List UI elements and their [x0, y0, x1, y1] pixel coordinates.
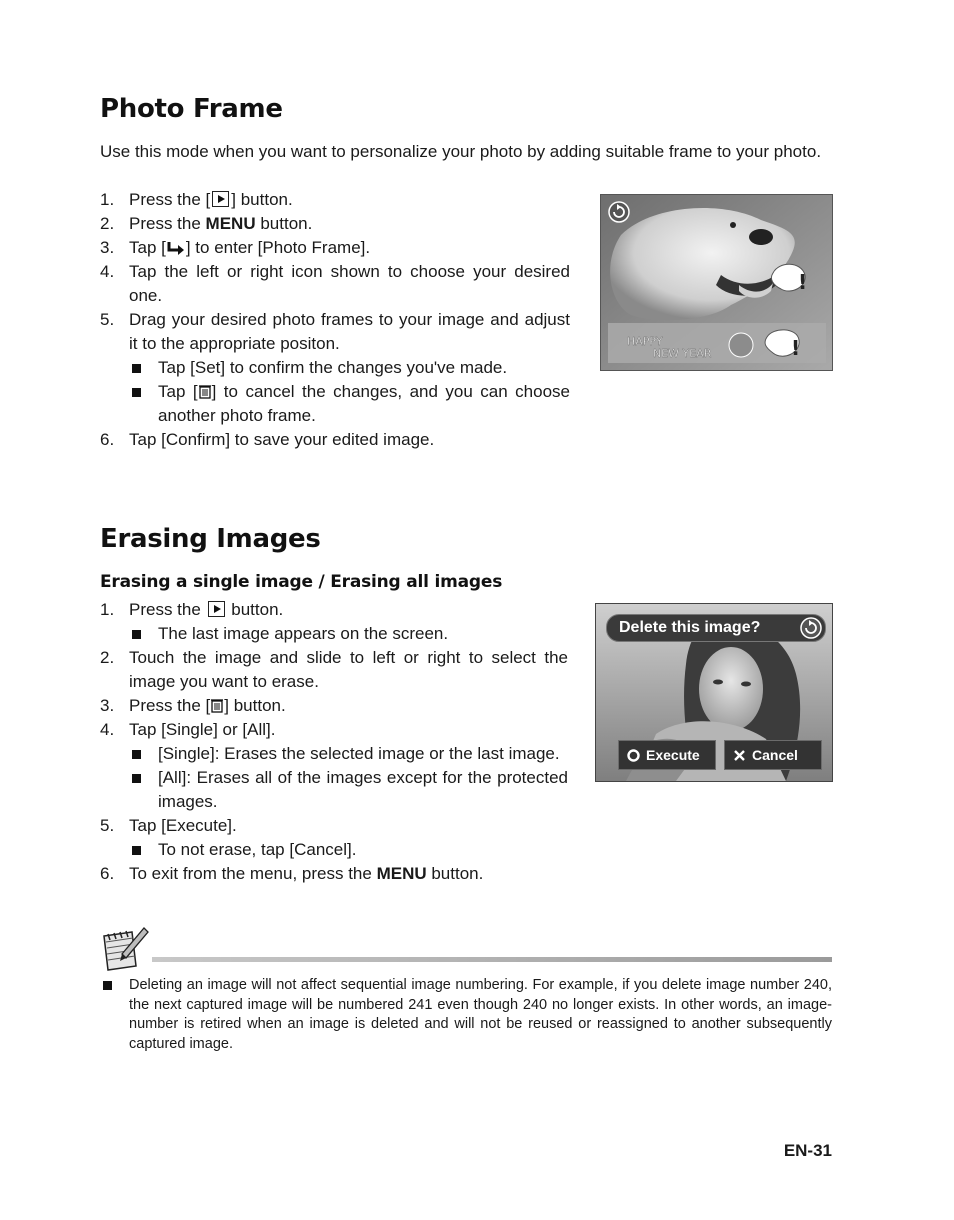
- bullet-square-icon: [132, 364, 141, 373]
- svg-text:HAPPY: HAPPY: [627, 335, 663, 348]
- svg-text:NEW YEAR: NEW YEAR: [653, 347, 712, 360]
- notepad-pencil-icon: [98, 924, 150, 972]
- close-icon: [734, 750, 745, 761]
- photo-frame-intro: Use this mode when you want to personalize your photo by adding suitable frame to your photo.: [100, 142, 822, 161]
- list-item: 6. Tap [Confirm] to save your edited image.: [100, 430, 435, 449]
- delete-image-screenshot: [595, 603, 833, 782]
- bullet-square-icon: [132, 846, 141, 855]
- section-title-erasing-images: Erasing Images: [100, 524, 321, 554]
- list-item: 1. Press the button.: [100, 600, 284, 619]
- back-icon[interactable]: [800, 617, 822, 639]
- delete-dialog-title: Delete this image?: [606, 614, 826, 642]
- erasing-steps: [100, 598, 568, 886]
- svg-text:!: !: [798, 270, 808, 294]
- list-bullet: The last image appears on the screen.: [129, 622, 568, 646]
- trash-icon: [210, 698, 224, 713]
- subsection-title-erasing: Erasing a single image / Erasing all images: [100, 572, 503, 592]
- list-item: 4. Tap the left or right icon shown to choose your desired one.: [100, 262, 570, 305]
- photo-frame-screenshot: [600, 194, 833, 371]
- play-icon: [208, 601, 225, 617]
- list-item: 3. Press the [ ] button.: [100, 696, 286, 715]
- list-bullet: [All]: Erases all of the images except for the protected images.: [129, 766, 568, 814]
- bullet-square-icon: [103, 981, 112, 990]
- photo-frame-steps: [100, 188, 570, 452]
- list-item: 2. Press the MENU button.: [100, 214, 313, 233]
- bullet-square-icon: [132, 774, 141, 783]
- list-bullet: [Single]: Erases the selected image or the last image.: [129, 742, 568, 766]
- list-item: 5. Drag your desired photo frames to your image and adjust it to the appropriate positon.: [100, 310, 570, 353]
- list-item: 5. Tap [Execute].: [100, 816, 237, 835]
- list-item: 6. To exit from the menu, press the MENU button.: [100, 864, 484, 883]
- play-icon: [212, 191, 229, 207]
- cancel-button[interactable]: Cancel: [724, 740, 822, 770]
- trash-icon: [198, 384, 212, 399]
- svg-text:!: !: [791, 336, 801, 360]
- enter-arrow-icon: [166, 240, 186, 256]
- list-item: 3. Tap [ ] to enter [Photo Frame].: [100, 238, 371, 257]
- list-item: 1. Press the [ ] button.: [100, 190, 293, 209]
- execute-button[interactable]: Execute: [618, 740, 716, 770]
- dog-photo-image: [601, 195, 832, 370]
- note-text: Deleting an image will not affect sequential image numbering. For example, if you delete image number 240, the next captured image will be numbered 241 even though 240 no longer exists. In other words, an image-number is retired when an image is deleted and will not be reused or reassigned to another subsequently captured image.: [100, 976, 832, 1054]
- page-number: EN-31: [783, 1141, 832, 1160]
- circle-icon: [627, 749, 640, 762]
- list-bullet: Tap [ ] to cancel the changes, and you can choose another photo frame.: [129, 380, 570, 428]
- bullet-square-icon: [132, 630, 141, 639]
- bullet-square-icon: [132, 388, 141, 397]
- list-bullet: Tap [Set] to confirm the changes you've made.: [129, 356, 570, 380]
- bullet-square-icon: [132, 750, 141, 759]
- note-divider: [152, 957, 832, 962]
- list-item: 4. Tap [Single] or [All].: [100, 720, 276, 739]
- section-title-photo-frame: Photo Frame: [100, 94, 283, 124]
- list-bullet: To not erase, tap [Cancel].: [129, 838, 568, 862]
- list-item: 2. Touch the image and slide to left or right to select the image you want to erase.: [100, 648, 568, 691]
